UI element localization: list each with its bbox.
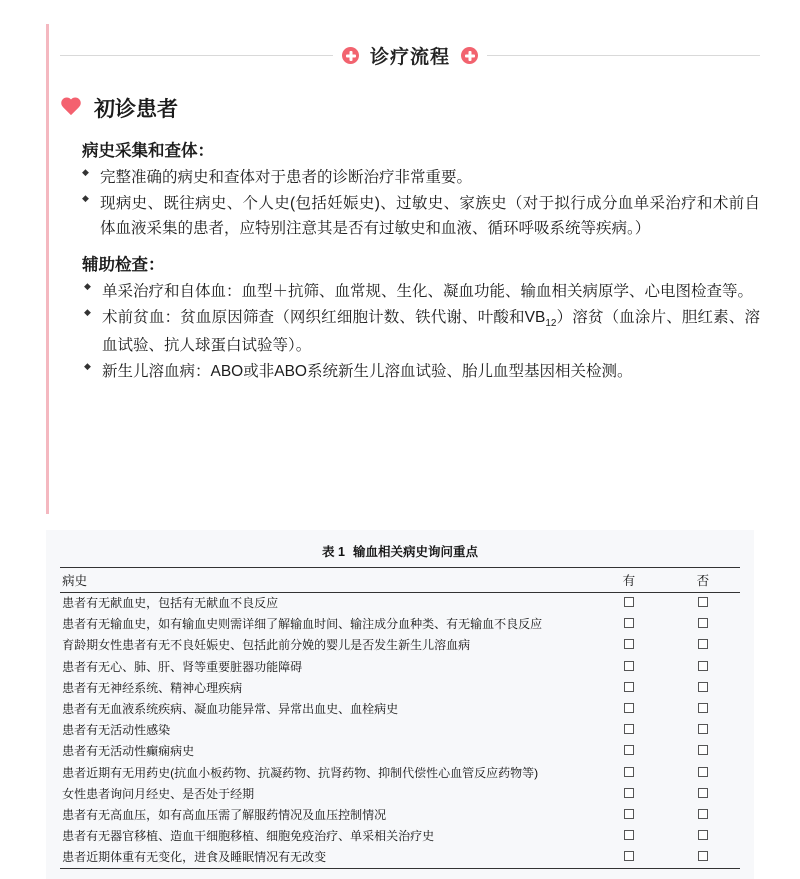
table-cell-no [666,826,740,847]
table-header-yes: 有 [592,568,666,593]
plus-cross-icon-left [342,47,359,64]
table-cell-no [666,847,740,869]
history-question-table [60,567,740,869]
checkbox-empty-icon[interactable] [624,788,634,798]
checkbox-empty-icon[interactable] [698,809,708,819]
left-accent-rule [46,24,49,514]
table-row [60,720,740,741]
checkbox-empty-icon[interactable] [624,830,634,840]
table-cell-history: 患者有无心、肺、肝、肾等重要脏器功能障碍 [62,659,303,674]
checkbox-empty-icon[interactable] [698,703,708,713]
table-cell-history: 患者有无活动性癫痫病史 [62,744,195,759]
table-cell-no [666,784,740,805]
checkbox-empty-icon[interactable] [698,724,708,734]
checkbox-empty-icon[interactable] [624,703,634,713]
table-cell-history: 患者有无献血史，包括有无献血不良反应 [62,596,279,611]
table-row [60,614,740,635]
checkbox-empty-icon[interactable] [698,745,708,755]
table-cell-no [666,763,740,784]
checkbox-empty-icon[interactable] [624,618,634,628]
history-question-table-panel [46,530,754,879]
table-cell-yes [592,741,666,762]
checkbox-empty-icon[interactable] [624,851,634,861]
table-caption [46,538,754,567]
body-blocks [82,137,760,384]
list-item: ◆ 术前贫血：贫血原因筛查（网织红细胞计数、铁代谢、叶酸和$VB_{12}$）溶贫（血涂片、胆红素、溶血试验、抗人球蛋白试验等）。 [82,305,760,357]
table-row [60,784,740,805]
table-cell-history: 女性患者询问月经史、是否处于经期 [62,786,255,801]
table-cell-yes [592,635,666,656]
heart-icon [60,98,82,118]
table-row [60,678,740,699]
table-cell-yes [592,720,666,741]
list-item: ◆ 单采治疗和自体血：血型＋抗筛、血常规、生化、凝血功能、输血相关病原学、心电图检查等。 [82,279,760,304]
table-cell-no [666,678,740,699]
table-row [60,805,740,826]
table-row [60,763,740,784]
table-row [60,826,740,847]
list-item: ◆ 新生儿溶血病：ABO或非ABO系统新生儿溶血试验、胎儿血型基因相关检测。 [82,359,760,384]
table-cell-no [666,805,740,826]
checkbox-empty-icon[interactable] [624,745,634,755]
table-row [60,635,740,656]
table-cell-yes [592,678,666,699]
checkbox-empty-icon[interactable] [624,682,634,692]
list-item: ◆ 现病史、既往病史、个人史(包括妊娠史)、过敏史、家族史（对于拟行成分血单采治疗和术前自体血液采集的患者，应特别注意其是否有过敏史和血液、循环呼吸系统等疾病。） [82,191,760,241]
table-cell-no [666,699,740,720]
page-title: 诊疗流程 [370,47,451,68]
table-cell-history: 患者有无输血史，如有输血史则需详细了解输血时间、输注成分血种类、有无输血不良反应 [62,617,543,632]
table-cell-history: 患者有无神经系统、精神心理疾病 [62,680,243,695]
table-cell-no [666,593,740,615]
plus-cross-icon-right [461,47,478,64]
table-cell-yes [592,847,666,869]
checkbox-empty-icon[interactable] [698,597,708,607]
table-cell-yes [592,614,666,635]
table-header-history: 病史 [60,568,592,593]
table-cell-history: 育龄期女性患者有无不良妊娠史、包括此前分娩的婴儿是否发生新生儿溶血病 [62,638,471,653]
table-cell-yes [592,805,666,826]
table-cell-history: 患者有无活动性感染 [62,723,171,738]
table-cell-history: 患者有无器官移植、造血干细胞移植、细胞免疫治疗、单采相关治疗史 [62,829,435,844]
header-divider-right [487,55,760,56]
table-caption-text: 输血相关病史询问重点 [352,545,478,559]
checkbox-empty-icon[interactable] [624,809,634,819]
checkbox-empty-icon[interactable] [698,639,708,649]
checkbox-empty-icon[interactable] [624,661,634,671]
table-cell-no [666,720,740,741]
section-header [60,42,760,69]
checkbox-empty-icon[interactable] [698,661,708,671]
history-list [82,165,760,241]
checkbox-empty-icon[interactable] [698,767,708,777]
document-content [60,22,760,385]
table-row [60,741,740,762]
checkbox-empty-icon[interactable] [624,767,634,777]
list-item: ◆ 完整准确的病史和查体对于患者的诊断治疗非常重要。 [82,165,760,190]
table-cell-history: 患者有无高血压，如有高血压需了解服药情况及血压控制情况 [62,807,387,822]
checkbox-empty-icon[interactable] [624,639,634,649]
checkbox-empty-icon[interactable] [624,724,634,734]
table-header-no: 否 [666,568,740,593]
section-heading-label: 初诊患者 [94,98,178,121]
table-cell-yes [592,784,666,805]
table-cell-history: 患者近期体重有无变化，进食及睡眠情况有无改变 [60,847,592,869]
checkbox-empty-icon[interactable] [698,830,708,840]
table-cell-yes [592,826,666,847]
table-row [60,847,740,869]
table-cell-no [666,635,740,656]
table-cell-history: 患者近期有无用药史(抗血小板药物、抗凝药物、抗肾药物、抑制代偿性心血管反应药物等) [62,765,539,780]
checkbox-empty-icon[interactable] [698,682,708,692]
checkbox-empty-icon[interactable] [698,851,708,861]
table-cell-no [666,614,740,635]
section-heading [60,93,760,123]
checkbox-empty-icon[interactable] [698,618,708,628]
table-header-row [60,568,740,593]
table-cell-no [666,657,740,678]
table-cell-no [666,741,740,762]
table-number: 表 1 [322,545,345,559]
subsection-title-exams: 辅助检查： [82,256,165,275]
subsection-title-history: 病史采集和查体： [82,142,214,160]
table-cell-yes [592,657,666,678]
checkbox-empty-icon[interactable] [624,597,634,607]
table-cell-yes [592,763,666,784]
table-cell-yes [592,699,666,720]
table-body [60,593,740,869]
table-cell-yes [592,593,666,615]
exams-list [82,279,760,384]
table-row [60,657,740,678]
table-row [60,699,740,720]
checkbox-empty-icon[interactable] [698,788,708,798]
table-row [60,593,740,615]
table-cell-history: 患者有无血液系统疾病、凝血功能异常、异常出血史、血栓病史 [62,702,399,717]
header-divider-left [60,55,333,56]
